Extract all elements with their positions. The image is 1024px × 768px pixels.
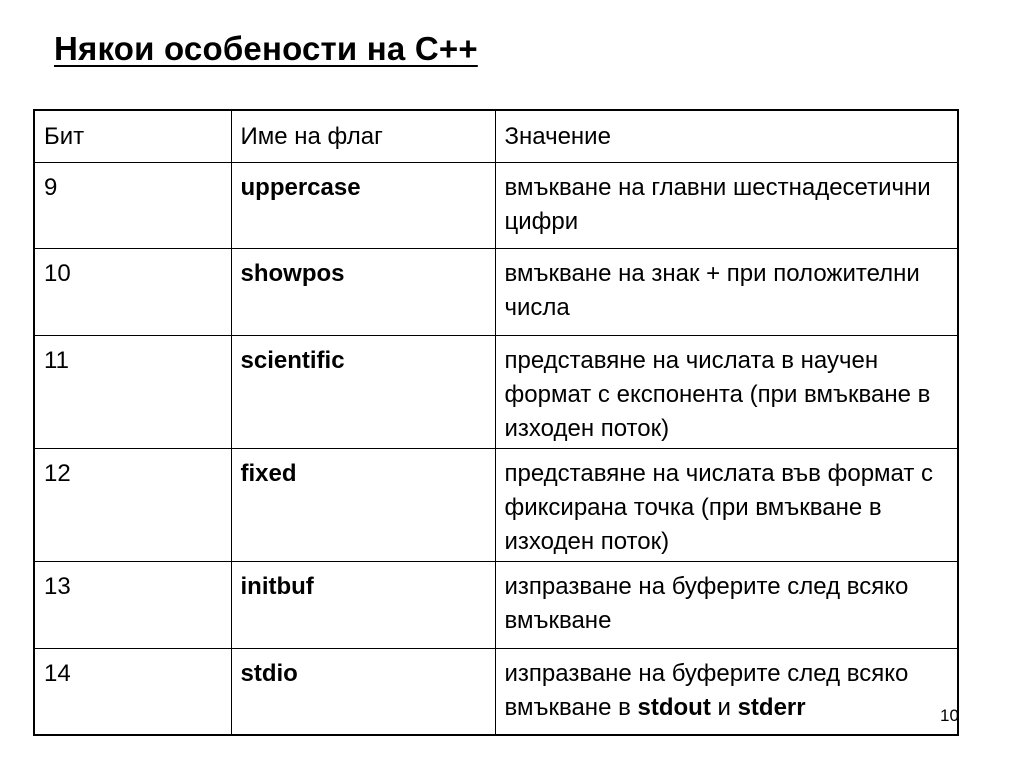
cell-flag-name: scientific bbox=[231, 335, 495, 448]
cell-meaning: изпразване на буферите след всяко вмъкване bbox=[495, 561, 958, 648]
cell-meaning: представяне на числата във формат с фиксирана точка (при вмъкване в изходен поток) bbox=[495, 448, 958, 561]
cell-meaning: вмъкване на знак + при положителни числа bbox=[495, 248, 958, 335]
page-number: 10 bbox=[940, 706, 959, 725]
cell-meaning bbox=[495, 648, 958, 735]
header-meaning: Значение bbox=[495, 110, 958, 162]
flags-table bbox=[33, 109, 959, 736]
stderr-code: stderr bbox=[737, 693, 806, 721]
table-row bbox=[34, 648, 958, 735]
header-bit: Бит bbox=[34, 110, 231, 162]
table-row bbox=[34, 335, 958, 448]
header-flag-name: Име на флаг bbox=[231, 110, 495, 162]
table-row bbox=[34, 248, 958, 335]
cell-meaning: представяне на числата в научен формат с експонента (при вмъкване в изходен поток) bbox=[495, 335, 958, 448]
cell-bit: 9 bbox=[34, 162, 231, 248]
cell-bit: 10 bbox=[34, 248, 231, 335]
cell-flag-name: fixed bbox=[231, 448, 495, 561]
cell-meaning: вмъкване на главни шестнадесетични цифри bbox=[495, 162, 958, 248]
slide-title: Някои особености на C++ bbox=[54, 30, 478, 67]
stdout-code: stdout bbox=[637, 693, 711, 721]
cell-flag-name: stdio bbox=[231, 648, 495, 735]
cell-flag-name: showpos bbox=[231, 248, 495, 335]
meaning-text: изпразване на буферите след всяко вмъкване в bbox=[504, 659, 909, 721]
cell-bit: 12 bbox=[34, 448, 231, 561]
meaning-text: и bbox=[710, 693, 738, 721]
table-row bbox=[34, 561, 958, 648]
cell-bit: 13 bbox=[34, 561, 231, 648]
table-row bbox=[34, 162, 958, 248]
cell-flag-name: uppercase bbox=[231, 162, 495, 248]
cell-bit: 11 bbox=[34, 335, 231, 448]
table-row bbox=[34, 448, 958, 561]
table-header-row bbox=[34, 110, 958, 162]
cell-flag-name: initbuf bbox=[231, 561, 495, 648]
cell-bit: 14 bbox=[34, 648, 231, 735]
